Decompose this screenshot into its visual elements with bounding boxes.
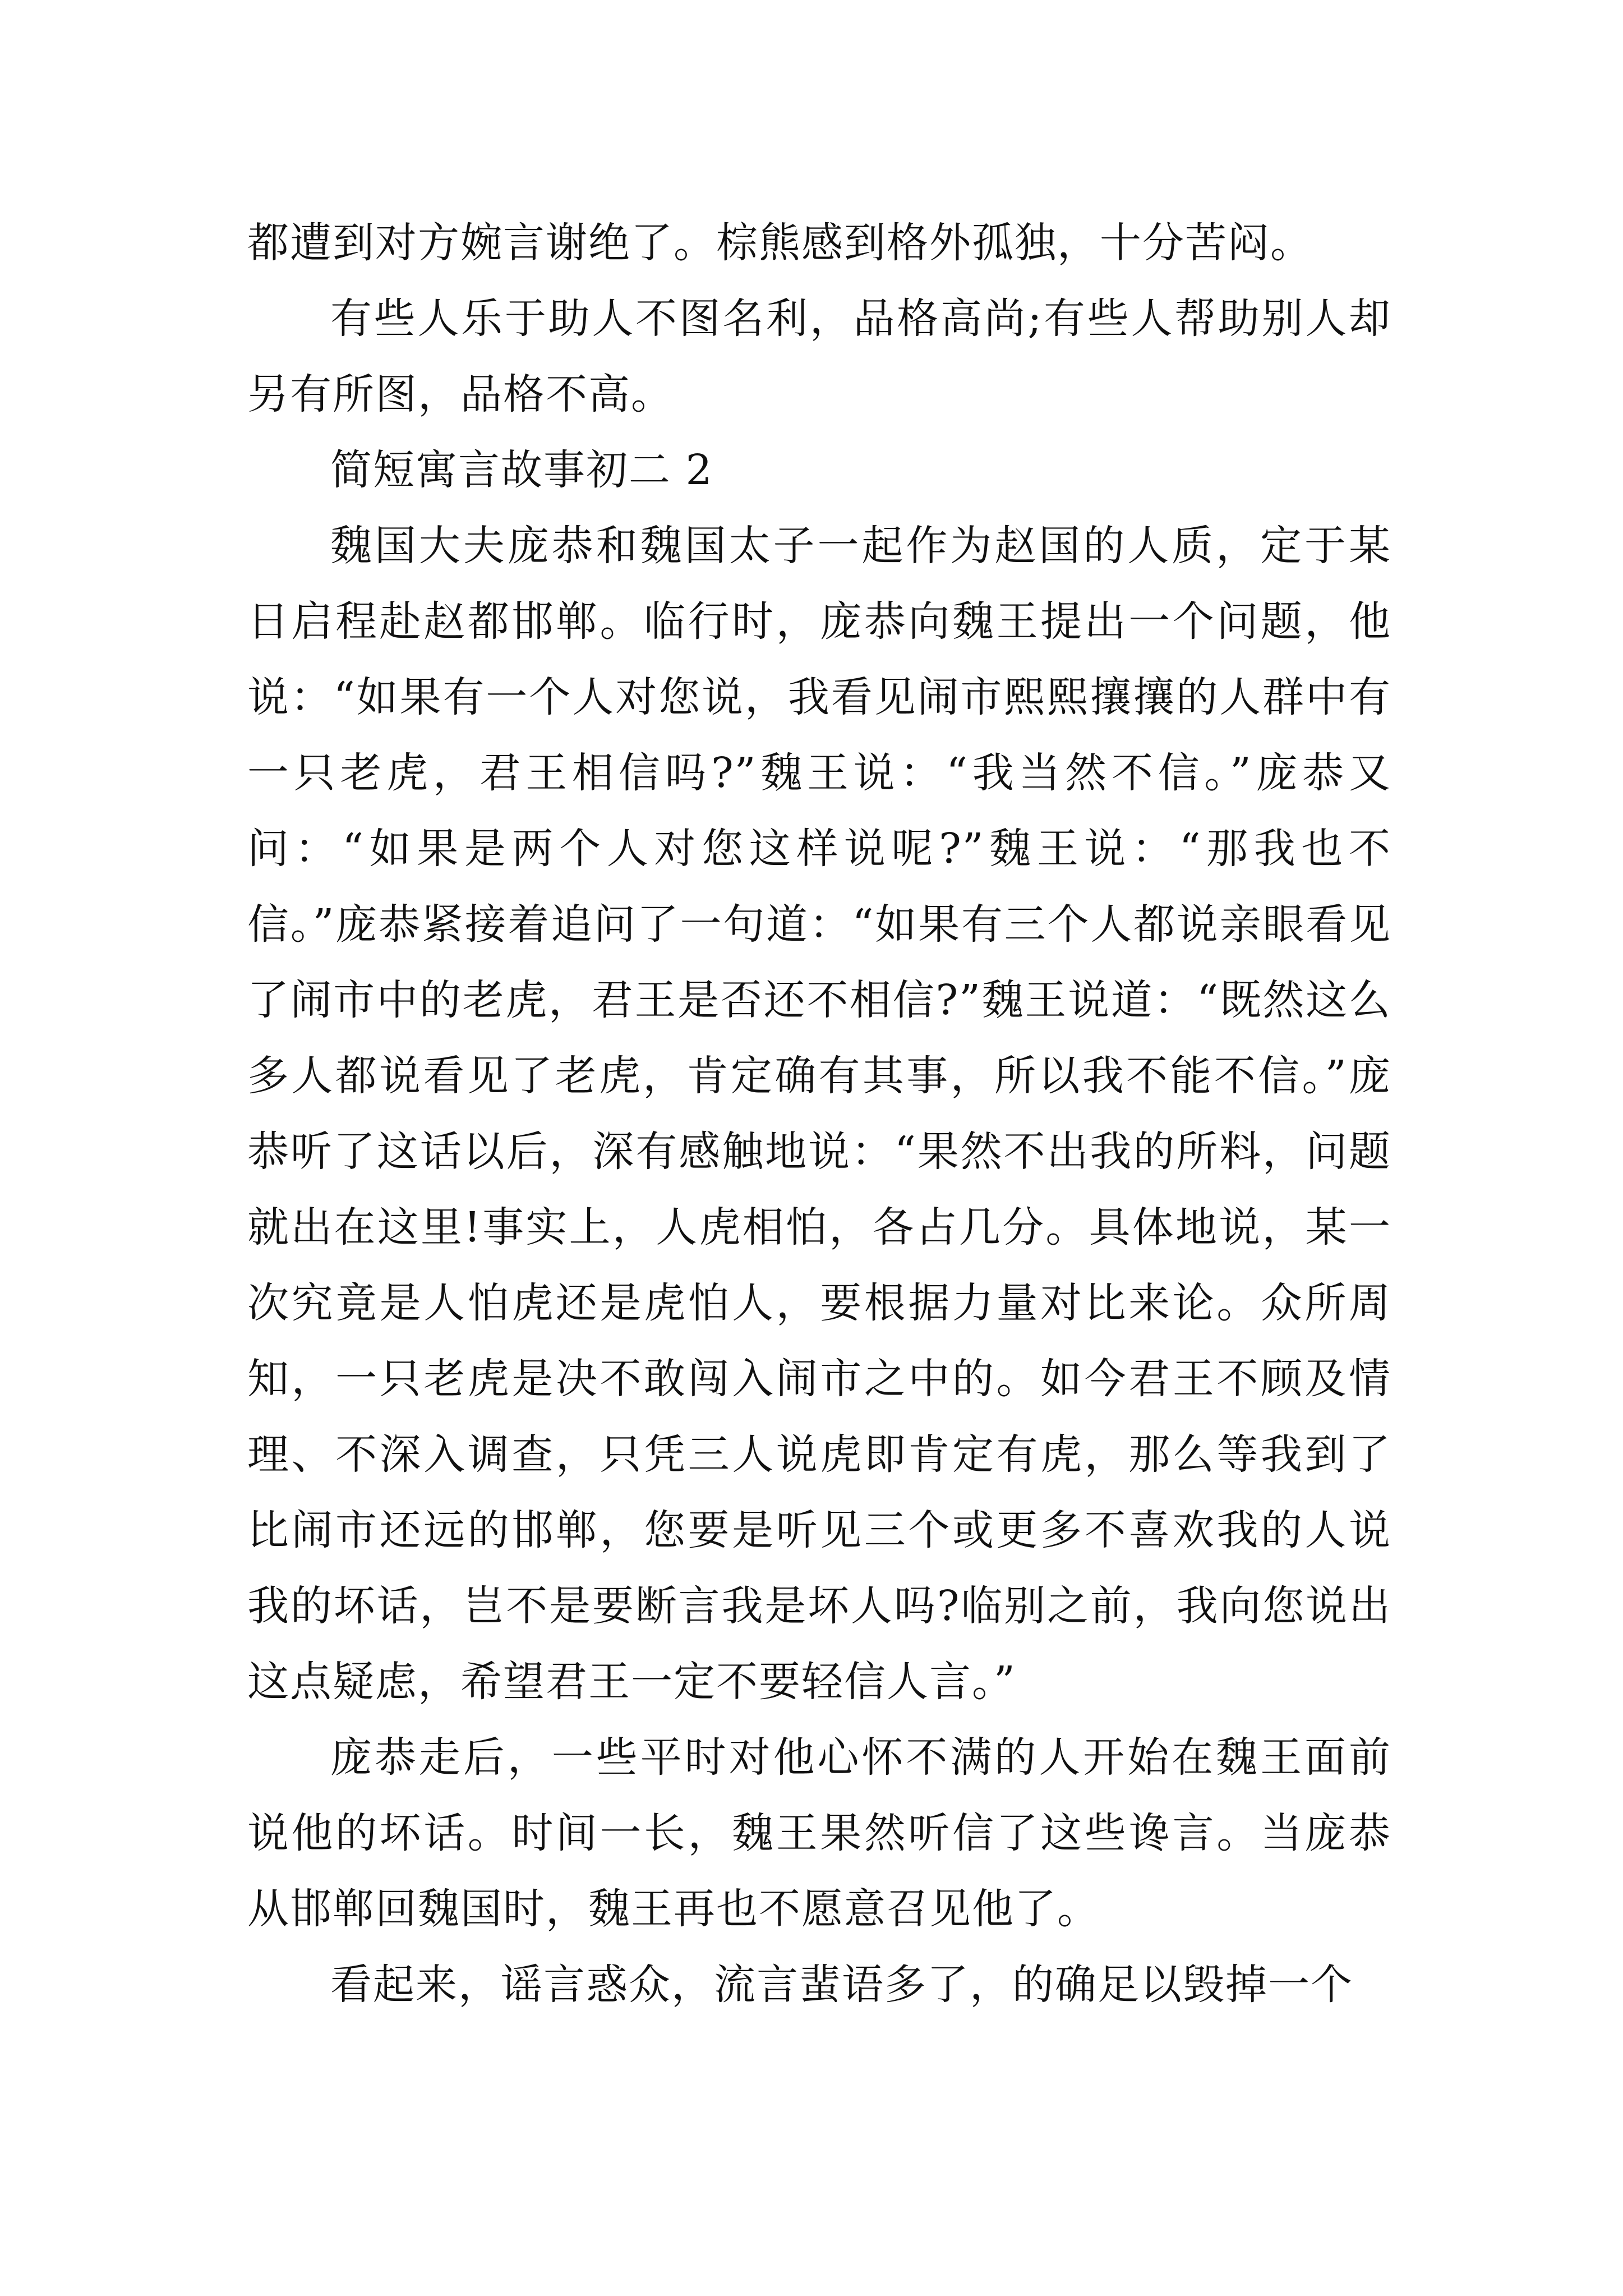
paragraph-aftermath: 庞恭走后，一些平时对他心怀不满的人开始在魏王面前说他的坏话。时间一长，魏王果然听信了这些谗言。当庞恭从邯郸回魏国时，魏王再也不愿意召见他了。 xyxy=(247,1733,1391,1933)
paragraph-moral: 有些人乐于助人不图名利，品格高尚;有些人帮助别人却另有所图，品格不高。 xyxy=(247,295,1391,418)
document-body xyxy=(247,205,1391,2023)
section-heading: 简短寓言故事初二 2 xyxy=(330,446,713,494)
paragraph-conclusion: 看起来，谣言惑众，流言蜚语多了，的确足以毁掉一个 xyxy=(330,1961,1353,2009)
paragraph-story: 魏国大夫庞恭和魏国太子一起作为赵国的人质，定于某日启程赴赵都邯郸。临行时，庞恭向魏王提出一个问题，他说：“如果有一个人对您说，我看见闹市熙熙攘攘的人群中有一只老虎，君王相信吗?”魏王说：“我当然不信。”庞恭又问：“如果是两个人对您这样说呢?”魏王说：“那我也不信。”庞恭紧接着追问了一句道：“如果有三个人都说亲眼看见了闹市中的老虎，君王是否还不相信?”魏王说道：“既然这么多人都说看见了老虎，肯定确有其事，所以我不能不信。”庞恭听了这话以后，深有感触地说：“果然不出我的所料，问题就出在这里!事实上，人虎相怕，各占几分。具体地说，某一次究竟是人怕虎还是虎怕人，要根据力量对比来论。众所周知，一只老虎是决不敢闯入闹市之中的。如今君王不顾及情理、不深入调查，只凭三人说虎即肯定有虎，那么等我到了比闹市还远的邯郸，您要是听见三个或更多不喜欢我的人说我的坏话，岂不是要断言我是坏人吗?临别之前，我向您说出这点疑虑，希望君王一定不要轻信人言。” xyxy=(247,522,1391,1706)
paragraph-continuation: 都遭到对方婉言谢绝了。棕熊感到格外孤独，十分苦闷。 xyxy=(247,219,1313,267)
